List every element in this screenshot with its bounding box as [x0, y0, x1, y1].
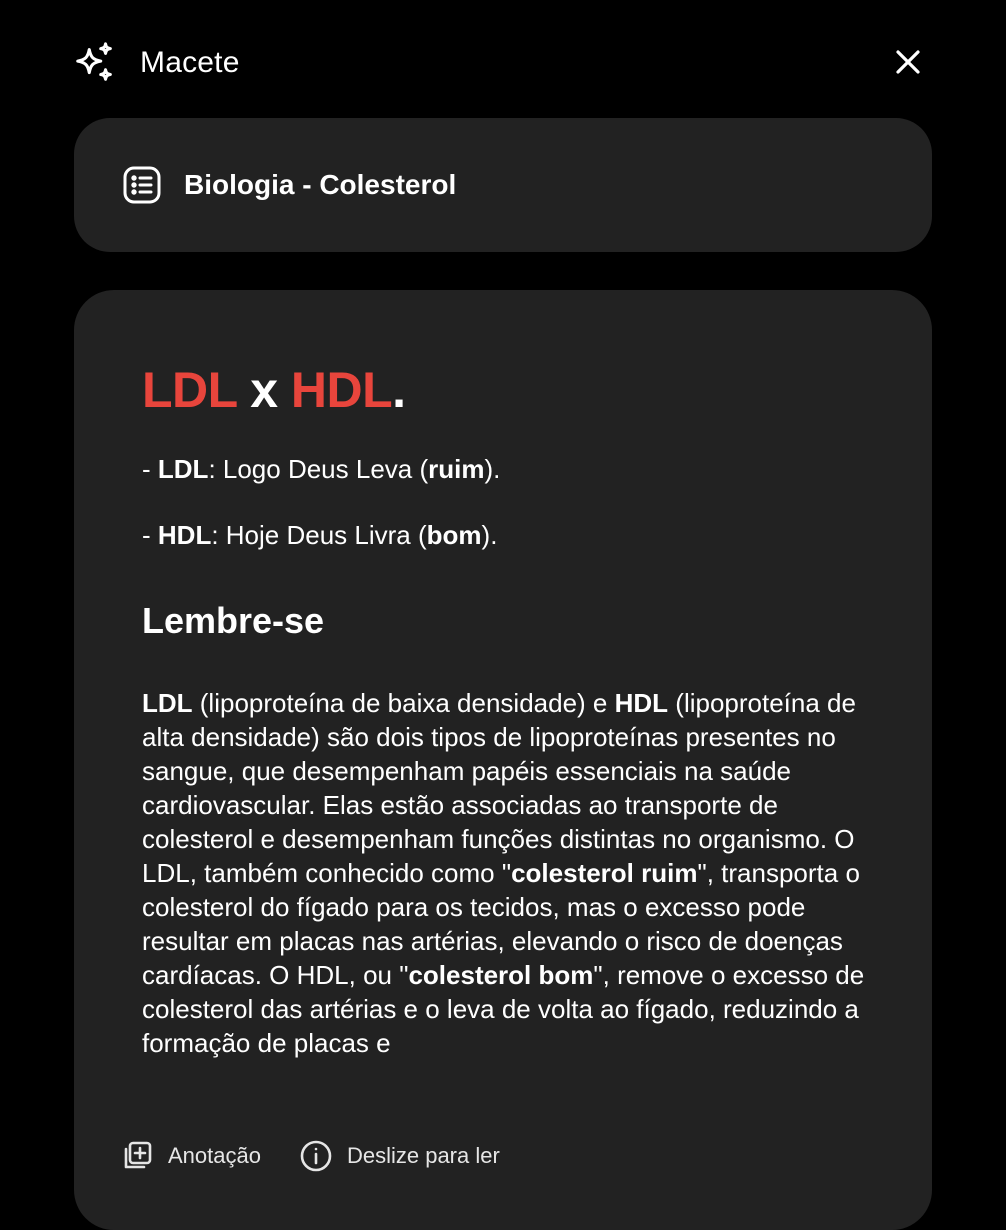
content-card: [74, 290, 932, 1230]
content-heading: [142, 360, 872, 420]
mnemonic-hdl: [142, 518, 872, 552]
paragraph-text: (lipoproteína de alta densidade) são dois tipos de lipoproteínas presentes no sangue, que desempenham papéis essenciais na saúde cardiovascular. Elas estão associadas ao transporte de colesterol e desempenham funções distintas no organismo. O LDL, também conhecido como ": [142, 688, 856, 888]
heading-ldl: LDL: [142, 362, 237, 418]
mnemonic-prefix: -: [142, 454, 158, 484]
paragraph-bold: HDL: [614, 688, 669, 718]
mnemonic-emphasis: ruim: [428, 454, 485, 484]
mnemonic-suffix: ).: [481, 520, 498, 550]
mnemonic-suffix: ).: [484, 454, 501, 484]
paragraph-text: ", transporta o colesterol do fígado para os tecidos, mas o excesso pode resultar em placas nas artérias, elevando o risco de doenças cardíacas. O HDL, ou ": [142, 858, 860, 990]
paragraph-bold: colesterol bom: [408, 960, 594, 990]
paragraph-bold: colesterol ruim: [511, 858, 698, 888]
swipe-hint[interactable]: [299, 1139, 500, 1173]
sparkle-icon: [72, 40, 118, 86]
mnemonic-text: : Logo Deus Leva (: [208, 454, 429, 484]
app-title: Macete: [140, 46, 240, 79]
heading-separator: x: [236, 362, 291, 418]
swipe-label: Deslize para ler: [346, 1143, 500, 1168]
mnemonic-term: LDL: [157, 454, 209, 484]
explanation-paragraph: [142, 686, 872, 1060]
mnemonic-ldl: [142, 452, 872, 486]
topic-title: Biologia - Colesterol: [184, 169, 457, 200]
header: [72, 38, 932, 88]
list-icon: [122, 165, 162, 205]
mnemonic-term: HDL: [157, 520, 212, 550]
mnemonic-emphasis: bom: [426, 520, 482, 550]
close-icon: [894, 48, 922, 76]
info-icon: [299, 1139, 333, 1173]
add-note-icon: [120, 1139, 154, 1173]
content-scroll-area[interactable]: [142, 360, 872, 1104]
card-footer: [120, 1136, 500, 1176]
paragraph-text: ", remove o excesso de colesterol das artérias e o leva de volta ao fígado, reduzindo a formação de placas e: [142, 960, 865, 1058]
heading-hdl: HDL: [290, 362, 393, 418]
heading-period: .: [392, 362, 406, 418]
subheading-lembre-se: Lembre-se: [142, 600, 325, 641]
annotation-button[interactable]: [120, 1139, 261, 1173]
paragraph-bold: LDL: [142, 688, 193, 718]
topic-card[interactable]: [74, 118, 932, 252]
mnemonic-prefix: -: [142, 520, 158, 550]
annotation-label: Anotação: [168, 1143, 261, 1168]
close-button[interactable]: [890, 44, 926, 80]
mnemonic-text: : Hoje Deus Livra (: [211, 520, 427, 550]
paragraph-text: (lipoproteína de baixa densidade) e: [192, 688, 615, 718]
